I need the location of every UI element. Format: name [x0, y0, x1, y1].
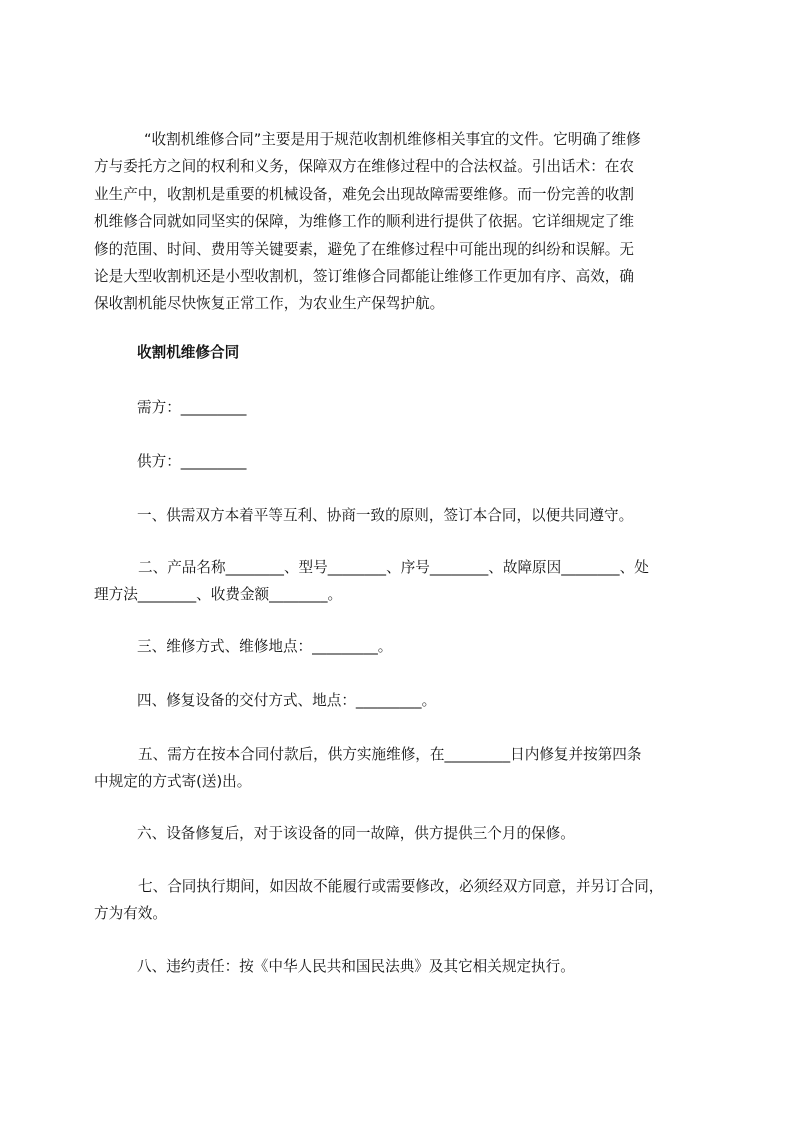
buyer-field: 需方：_________ — [137, 399, 247, 416]
intro-line: 论是大型收割机还是小型收割机，签订维修合同都能让维修工作更加有序、高效，确 — [94, 267, 634, 285]
clause-line: 二、产品名称________、型号________、序号________、故障原因________、处 — [138, 559, 649, 576]
intro-paragraph — [94, 126, 700, 318]
clause-4: 四、修复设备的交付方式、地点：_________。 — [137, 692, 437, 709]
clause-line: 五、需方在按本合同付款后，供方实施维修，在_________日内修复并按第四条 — [138, 746, 642, 763]
intro-line: “收割机维修合同”主要是用于规范收割机维修相关事宜的文件。它明确了维修 — [144, 131, 641, 148]
clause-line: 七、合同执行期间，如因故不能履行或需要修改，必须经双方同意，并另订合同， — [138, 878, 664, 895]
intro-line: 业生产中，收割机是重要的机械设备，难免会出现故障需要维修。而一份完善的收割 — [94, 185, 634, 203]
contract-title: 收割机维修合同 — [137, 344, 240, 361]
clause-8: 八、违约责任：按《中华人民共和国民法典》及其它相关规定执行。 — [137, 958, 575, 975]
clause-3: 三、维修方式、维修地点：_________。 — [137, 638, 393, 655]
intro-line: 保收割机能尽快恢复正常工作，为农业生产保驾护航。 — [94, 295, 445, 313]
clause-1: 一、供需双方本着平等互利、协商一致的原则，签订本合同，以便共同遵守。 — [137, 507, 634, 524]
clause-5 — [94, 741, 706, 796]
intro-line: 方与委托方之间的权利和义务，保障双方在维修过程中的合法权益。引出话术：在农 — [94, 158, 634, 176]
clause-2 — [94, 554, 706, 609]
clause-6: 六、设备修复后，对于该设备的同一故障，供方提供三个月的保修。 — [137, 825, 575, 842]
intro-line: 修的范围、时间、费用等关键要素，避免了在维修过程中可能出现的纠纷和误解。无 — [94, 240, 634, 258]
clause-line: 理方法________、收费金额________。 — [94, 586, 343, 604]
clause-line: 方为有效。 — [94, 905, 167, 923]
intro-line: 机维修合同就如同坚实的保障，为维修工作的顺利进行提供了依据。它详细规定了维 — [94, 213, 634, 231]
supplier-field: 供方：_________ — [137, 453, 247, 470]
clause-line: 中规定的方式寄(送)出。 — [94, 773, 252, 791]
clause-7 — [94, 873, 706, 928]
